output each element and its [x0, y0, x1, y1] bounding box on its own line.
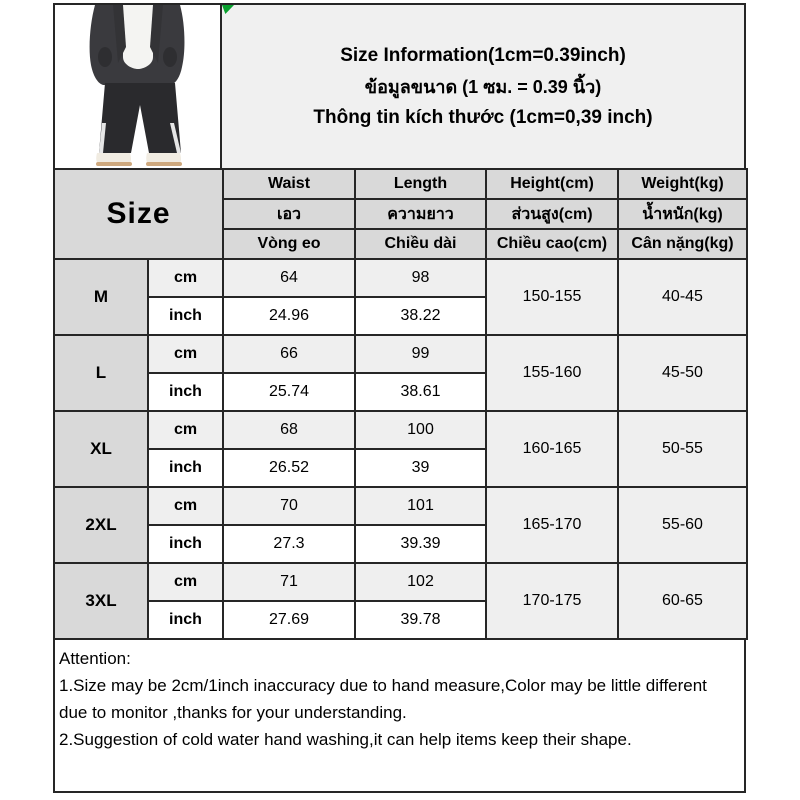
waist-cm-value: 71 [223, 563, 355, 601]
table-row [54, 335, 747, 373]
col-header-waist-th: เอว [223, 199, 355, 229]
size-chart-content [53, 3, 746, 793]
height-range-value: 155-160 [486, 335, 618, 411]
waist-cm-value: 66 [223, 335, 355, 373]
length-inch-value: 38.22 [355, 297, 486, 335]
unit-label-cm: cm [148, 487, 223, 525]
attention-heading: Attention: [59, 649, 131, 668]
unit-label-inch: inch [148, 525, 223, 563]
header-row-english [54, 169, 747, 199]
model-wearing-pants-illustration [55, 5, 220, 168]
length-inch-value: 39.39 [355, 525, 486, 563]
length-cm-value: 102 [355, 563, 486, 601]
unit-label-cm: cm [148, 335, 223, 373]
col-header-height-th: ส่วนสูง(cm) [486, 199, 618, 229]
green-corner-marker [222, 5, 234, 14]
length-inch-value: 38.61 [355, 373, 486, 411]
size-label-3xl: 3XL [54, 563, 148, 639]
waist-inch-value: 24.96 [223, 297, 355, 335]
unit-label-cm: cm [148, 563, 223, 601]
length-cm-value: 98 [355, 259, 486, 297]
product-photo [55, 5, 222, 168]
waist-inch-value: 27.3 [223, 525, 355, 563]
col-header-length-en: Length [355, 169, 486, 199]
weight-range-value: 60-65 [618, 563, 747, 639]
col-header-waist-en: Waist [223, 169, 355, 199]
weight-range-value: 55-60 [618, 487, 747, 563]
attention-box [53, 638, 746, 793]
size-label-l: L [54, 335, 148, 411]
col-header-height-vi: Chiều cao(cm) [486, 229, 618, 259]
height-range-value: 160-165 [486, 411, 618, 487]
length-cm-value: 100 [355, 411, 486, 449]
title-english: Size Information(1cm=0.39inch) [340, 44, 626, 66]
unit-label-inch: inch [148, 449, 223, 487]
attention-item-1: 1.Size may be 2cm/1inch inaccuracy due to hand measure,Color may be little different due to monitor ,thanks for your understanding. [59, 676, 707, 722]
table-row [54, 411, 747, 449]
col-header-weight-en: Weight(kg) [618, 169, 747, 199]
size-header: Size [54, 169, 223, 259]
weight-range-value: 40-45 [618, 259, 747, 335]
table-row [54, 259, 747, 297]
size-label-xl: XL [54, 411, 148, 487]
col-header-length-th: ความยาว [355, 199, 486, 229]
size-label-2xl: 2XL [54, 487, 148, 563]
title-block [222, 5, 744, 168]
unit-label-inch: inch [148, 601, 223, 639]
unit-label-cm: cm [148, 259, 223, 297]
size-label-m: M [54, 259, 148, 335]
length-inch-value: 39 [355, 449, 486, 487]
table-row [54, 487, 747, 525]
length-cm-value: 99 [355, 335, 486, 373]
unit-label-inch: inch [148, 297, 223, 335]
length-cm-value: 101 [355, 487, 486, 525]
waist-inch-value: 27.69 [223, 601, 355, 639]
height-range-value: 165-170 [486, 487, 618, 563]
col-header-length-vi: Chiều dài [355, 229, 486, 259]
size-table [53, 168, 748, 640]
height-range-value: 150-155 [486, 259, 618, 335]
col-header-height-en: Height(cm) [486, 169, 618, 199]
unit-label-cm: cm [148, 411, 223, 449]
length-inch-value: 39.78 [355, 601, 486, 639]
top-row [53, 3, 746, 170]
waist-inch-value: 25.74 [223, 373, 355, 411]
title-thai: ข้อมูลขนาด (1 ซม. = 0.39 นิ้ว) [364, 76, 602, 97]
col-header-weight-th: น้ำหนัก(kg) [618, 199, 747, 229]
table-row [54, 563, 747, 601]
weight-range-value: 45-50 [618, 335, 747, 411]
waist-cm-value: 68 [223, 411, 355, 449]
title-vietnamese: Thông tin kích thước (1cm=0,39 inch) [313, 106, 653, 128]
col-header-waist-vi: Vòng eo [223, 229, 355, 259]
waist-cm-value: 64 [223, 259, 355, 297]
weight-range-value: 50-55 [618, 411, 747, 487]
height-range-value: 170-175 [486, 563, 618, 639]
attention-item-2: 2.Suggestion of cold water hand washing,it can help items keep their shape. [59, 730, 632, 749]
waist-inch-value: 26.52 [223, 449, 355, 487]
col-header-weight-vi: Cân nặng(kg) [618, 229, 747, 259]
unit-label-inch: inch [148, 373, 223, 411]
waist-cm-value: 70 [223, 487, 355, 525]
